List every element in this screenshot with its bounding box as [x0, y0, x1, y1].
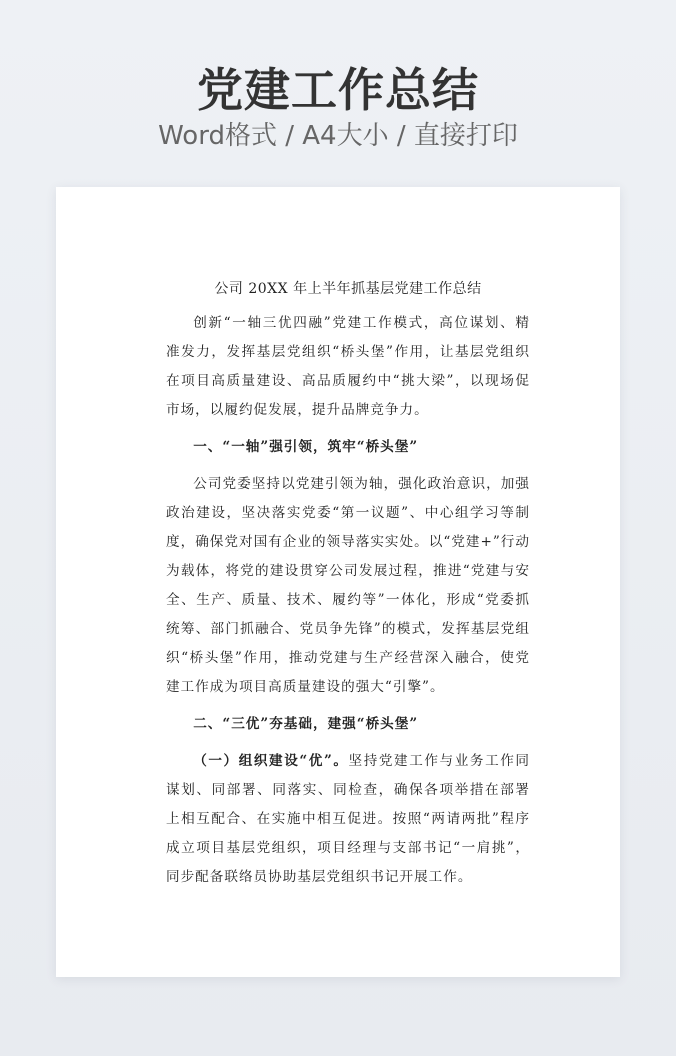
document-page: [56, 187, 620, 977]
intro-paragraph: 创新“一轴三优四融”党建工作模式，高位谋划、精准发力，发挥基层党组织“桥头堡”作用，让基层党组织在项目高质量建设、高品质履约中“挑大梁”，以现场促市场，以履约促发展，提升品牌竞争力。: [166, 315, 530, 418]
page-subtitle: Word格式 / A4大小 / 直接打印: [158, 121, 518, 151]
section-2-heading: 二、“三优”夯基础，建强“桥头堡”: [193, 716, 419, 732]
section-2-body: 坚持党建工作与业务工作同谋划、同部署、同落实、同检查，确保各项举措在部署上相互配合、在实施中相互促进。按照“两请两批”程序成立项目基层党组织，项目经理与支部书记“一肩挑”，同步配备联络员协助基层党组织书记开展工作。: [166, 753, 531, 885]
document-title: 公司 20XX 年上半年抓基层党建工作总结: [214, 281, 482, 297]
page-title: 党建工作总结: [197, 63, 479, 117]
section-1-paragraph: 公司党委坚持以党建引领为轴，强化政治意识，加强政治建设，坚决落实党委“第一议题”、中心组学习等制度，确保党对国有企业的领导落实实处。以“党建+”行动为载体，将党的建设贯穿公司发展过程，推进“党建与安全、生产、质量、技术、履约等”一体化，形成“党委抓统筹、部门抓融合、党员争先锋”的模式，发挥基层党组织“桥头堡”作用，推动党建与生产经营深入融合，使党建工作成为项目高质量建设的强大“引擎”。: [166, 476, 530, 695]
section-1-heading: 一、“一轴”强引领，筑牢“桥头堡”: [193, 439, 419, 455]
section-2-paragraph: [166, 747, 530, 892]
section-2-lead: （一）组织建设“优”。: [193, 753, 349, 769]
